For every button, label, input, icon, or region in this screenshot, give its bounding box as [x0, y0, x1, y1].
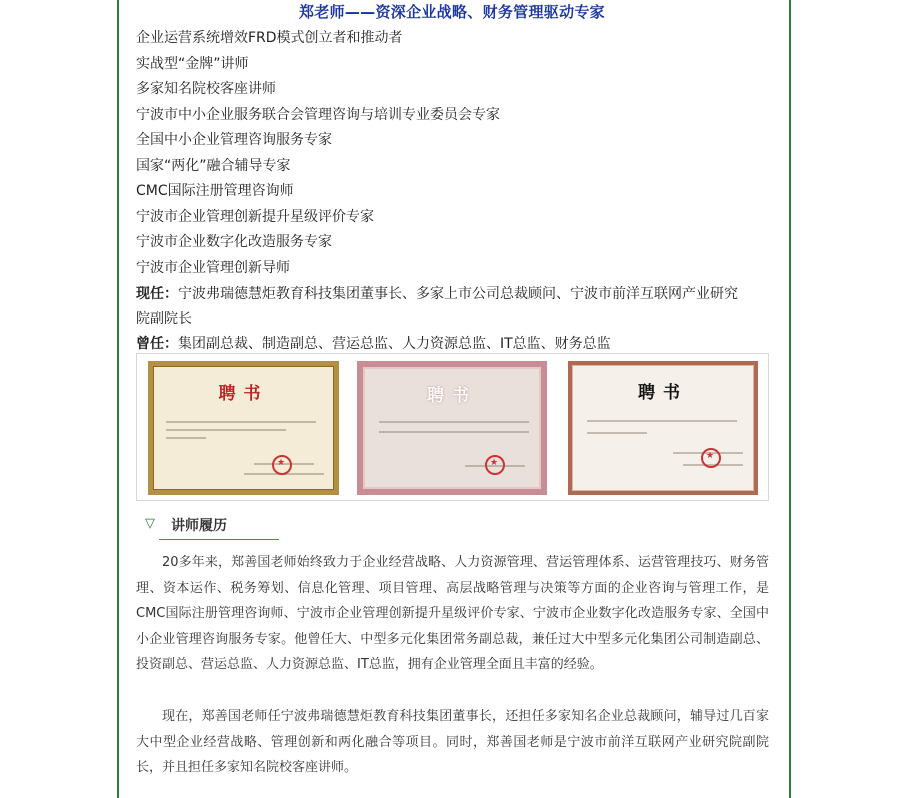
certificate-image[interactable] [568, 361, 758, 495]
title-line: CMC国际注册管理咨询师 [136, 183, 294, 199]
title-line: 国家“两化”融合辅导专家 [136, 158, 291, 174]
title-line: 宁波市中小企业服务联合会管理咨询与培训专业委员会专家 [136, 107, 500, 123]
section-label: 讲师履历 [171, 518, 227, 534]
seal-icon [272, 455, 292, 475]
title-line: 实战型“金牌”讲师 [136, 56, 249, 72]
certificate-heading: 聘书 [638, 383, 688, 403]
triangle-down-icon: ▽ [145, 516, 155, 531]
certificate-heading: 聘书 [427, 386, 477, 406]
title-line: 多家知名院校客座讲师 [136, 81, 276, 97]
bio-paragraph: 20多年来，郑善国老师始终致力于企业经营战略、人力资源管理、营运管理体系、运营管理技巧、财务管理、资本运作、税务筹划、信息化管理、项目管理、高层战略管理与决策等方面的企业咨询与管理工作，是CMC国际注册管理咨询师、宁波市企业管理创新提升星级评价专家、宁波市企业数字化改造服务专家、全国中小企业管理咨询服务专家。他曾任大、中型多元化集团常务副总裁，兼任过大中型多元化集团公司制造副总、投资副总、营运总监、人力资源总监、IT总监，拥有企业管理全面且丰富的经验。 [136, 555, 769, 672]
current-text: 宁波弗瑞德慧炬教育科技集团董事长、多家上市公司总裁顾问、宁波市前洋互联网产业研究 [178, 286, 738, 302]
current-position-cont: 院副院长 [136, 311, 192, 327]
title-line: 企业运营系统增效FRD模式创立者和推动者 [136, 30, 403, 46]
current-label: 现任： [136, 286, 178, 302]
former-label: 曾任： [136, 336, 178, 352]
seal-icon [701, 448, 721, 468]
certificate-image[interactable] [148, 361, 339, 495]
former-text: 集团副总裁、制造副总、营运总监、人力资源总监、IT总监、财务总监 [178, 336, 611, 352]
title-line: 宁波市企业数字化改造服务专家 [136, 234, 332, 250]
certificate-gallery [136, 353, 769, 501]
certificate-image[interactable] [357, 361, 547, 495]
title-line: 全国中小企业管理咨询服务专家 [136, 132, 332, 148]
page-title: 郑老师——资深企业战略、财务管理驱动专家 [298, 3, 605, 21]
seal-icon [485, 455, 505, 475]
current-position [136, 283, 738, 303]
bio-paragraph: 现在，郑善国老师任宁波弗瑞德慧炬教育科技集团董事长，还担任多家知名企业总裁顾问，辅导过几百家大中型企业经营战略、管理创新和两化融合等项目。同时，郑善国老师是宁波市前洋互联网产业研究院副院长，并且担任多家知名院校客座讲师。 [136, 709, 769, 775]
certificate-heading: 聘书 [218, 384, 269, 404]
section-underline [159, 539, 279, 540]
title-line: 宁波市企业管理创新提升星级评价专家 [136, 209, 374, 225]
former-position [136, 333, 611, 353]
title-line: 宁波市企业管理创新导师 [136, 260, 290, 276]
